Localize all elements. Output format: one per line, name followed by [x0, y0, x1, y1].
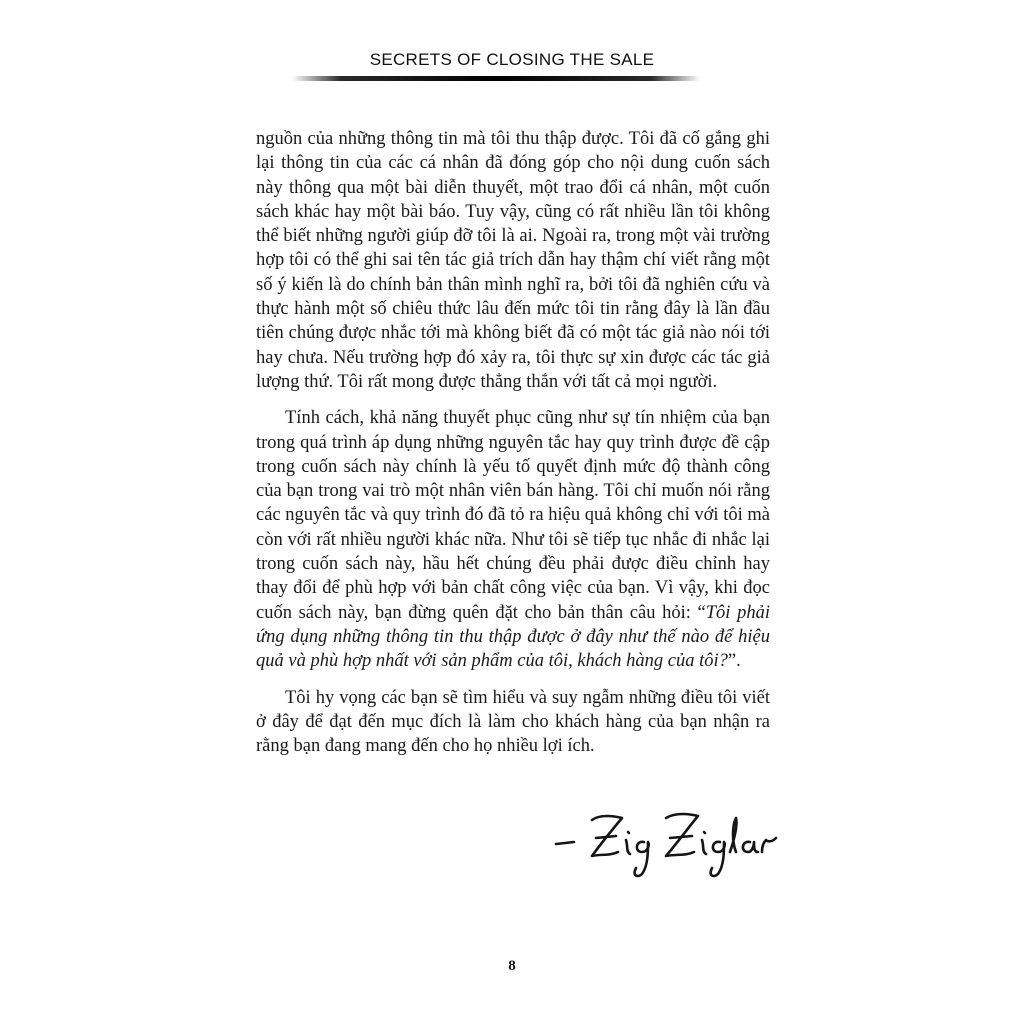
handwritten-signature — [552, 796, 782, 886]
paragraph-2-lead: Tính cách, khả năng thuyết phục cũng như sự tín nhiệm của bạn trong quá trình áp dụng những nguyên tắc hay quy trình được đề cập trong cuốn sách này chính là yếu tố quyết định mức độ thành công của bạn trong vai trò một nhân viên bán hàng. Tôi chỉ muốn nói rằng các nguyên tắc và quy trình đó đã tỏ ra hiệu quả không chỉ với tôi mà còn với rất nhiều người khác nữa. Như tôi sẽ tiếp tục nhắc đi nhắc lại trong cuốn sách này, hầu hết chúng đều phải được điều chỉnh hay thay đổi để phù hợp với bản chất công việc của bạn. Vì vậy, khi đọc cuốn sách này, bạn đừng quên đặt cho bản thân câu hỏi: “ — [256, 408, 770, 623]
header-rule — [292, 76, 700, 81]
paragraph-2-tail: ”. — [727, 651, 741, 672]
paragraph-2-quote: Tôi phải ứng dụng những thông tin thu thập được ở đây như thế nào để hiệu quả và phù hợp nhất với sản phẩm của tôi, khách hàng của tôi? — [256, 602, 770, 672]
page-number: 8 — [508, 958, 516, 974]
body-text — [256, 127, 770, 758]
paragraph-2 — [256, 406, 770, 673]
paragraph-1: nguồn của những thông tin mà tôi thu thập được. Tôi đã cố gắng ghi lại thông tin của các cá nhân đã đóng góp cho nội dung cuốn sách này thông qua một bài diễn thuyết, một trao đổi cá nhân, một cuốn sách khác hay một bài báo. Tuy vậy, cũng có rất nhiều lần tôi không thể biết những người giúp đỡ tôi là ai. Ngoài ra, trong một vài trường hợp tôi có thể ghi sai tên tác giả trích dẫn hay thậm chí viết rằng một số ý kiến là do chính bản thân mình nghĩ ra, bởi tôi đã nghiên cứu và thực hành một số chiêu thức lâu đến mức tôi tin rằng đây là lần đầu tiên chúng được nhắc tới mà không biết đã có một tác giả nào nói tới hay chưa. Nếu trường hợp đó xảy ra, tôi thực sự xin được các tác giả lượng thứ. Tôi rất mong được thẳng thắn với tất cả mọi người. — [256, 129, 770, 392]
paragraph-3: Tôi hy vọng các bạn sẽ tìm hiểu và suy ngẫm những điều tôi viết ở đây để đạt đến mục đích là làm cho khách hàng của bạn nhận ra rằng bạn đang mang đến cho họ nhiều lợi ích. — [256, 687, 770, 757]
running-header-title: SECRETS OF CLOSING THE SALE — [369, 50, 655, 69]
